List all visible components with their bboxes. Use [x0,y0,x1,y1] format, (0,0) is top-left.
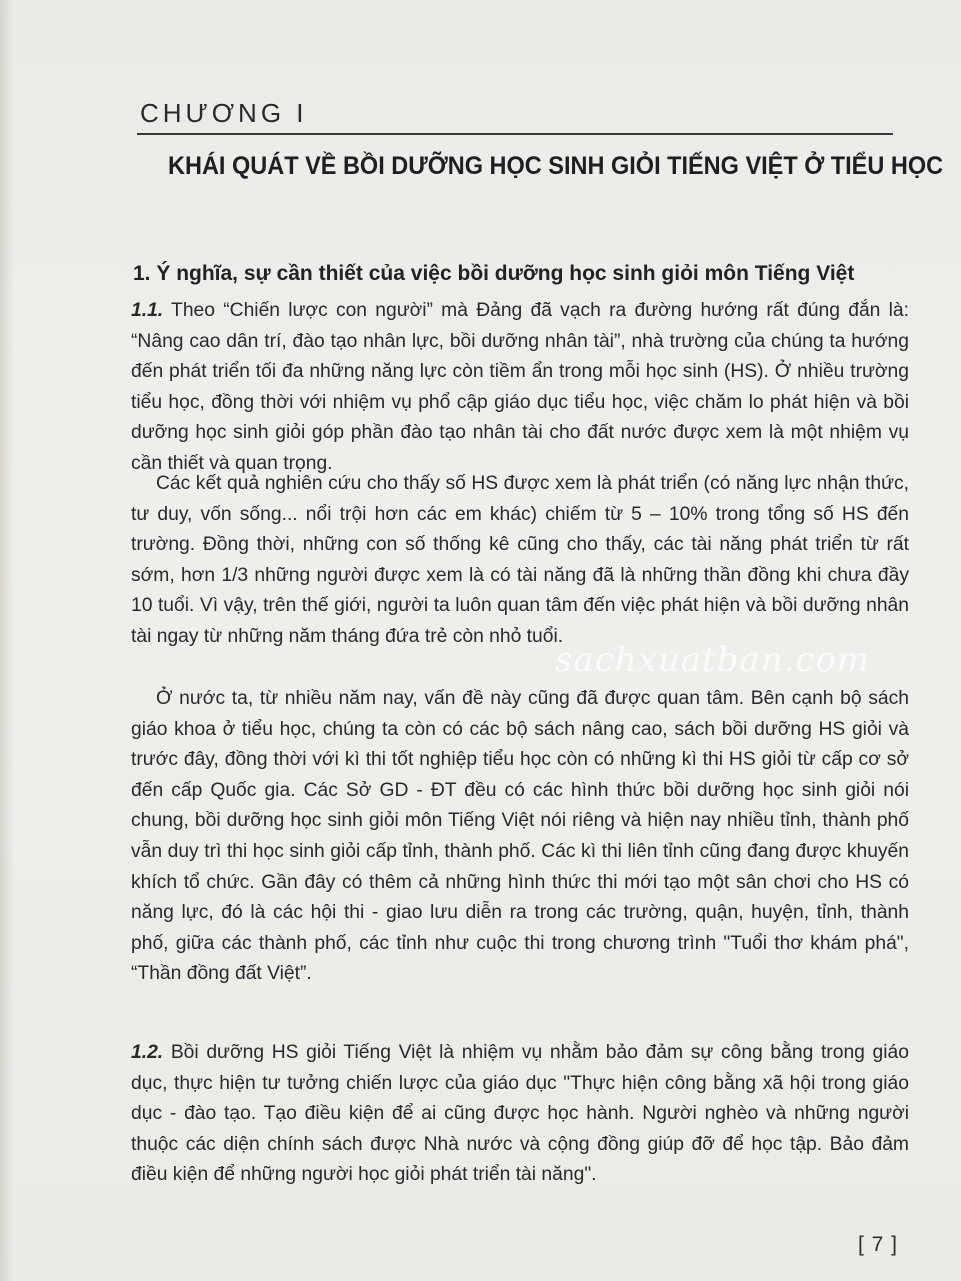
paragraph-1-2 [131,1038,909,1191]
watermark: sachxuatban.com [555,640,871,680]
paragraph-text: Theo “Chiến lược con người” mà Đảng đã vạch ra đường hướng rất đúng đắn là: “Nâng cao dân trí, đào tạo nhân lực, bồi dưỡng nhân tài”, nhà trường của chúng ta hướng đến phát triển tối đa những năng lực còn tiềm ẩn trong mỗi học sinh (HS). Ở nhiều trường tiểu học, đồng thời với nhiệm vụ phổ cập giáo dục tiểu học, việc chăm lo phát hiện và bồi dưỡng học sinh giỏi góp phần đào tạo nhân tài cho đất nước được xem là một nhiệm vụ cần thiết và quan trọng. [131,300,909,474]
section-heading: 1. Ý nghĩa, sự cần thiết của việc bồi dưỡng học sinh giỏi môn Tiếng Việt [133,262,855,285]
page-edge-shadow [0,0,14,1281]
paragraph-1-1 [131,296,909,480]
chapter-title: KHÁI QUÁT VỀ BỒI DƯỠNG HỌC SINH GIỎI TIẾNG VIỆT Ở TIỂU HỌC [168,152,944,180]
paragraph-text: Bồi dưỡng HS giỏi Tiếng Việt là nhiệm vụ nhằm bảo đảm sự công bằng trong giáo dục, thực hiện tư tưởng chiến lược của giáo dục "Thực hiện công bằng xã hội trong giáo dục - đào tạo. Tạo điều kiện để ai cũng được học hành. Người nghèo và những người thuộc các diện chính sách được Nhà nước và cộng đồng giúp đỡ để học tập. Bảo đảm điều kiện để những người học giỏi phát triển tài năng". [131,1042,909,1186]
chapter-divider [137,133,893,135]
paragraph-vietnam: Ở nước ta, từ nhiều năm nay, vấn đề này cũng đã được quan tâm. Bên cạnh bộ sách giáo khoa ở tiểu học, chúng ta còn có các bộ sách nâng cao, sách bồi dưỡng HS giỏi và trước đây, đồng thời với kì thi tốt nghiệp tiểu học còn có những kì thi HS giỏi từ cấp cơ sở đến cấp Quốc gia. Các Sở GD - ĐT đều có các hình thức bồi dưỡng học sinh giỏi nói chung, bồi dưỡng học sinh giỏi môn Tiếng Việt nói riêng và hiện nay nhiều tỉnh, thành phố vẫn duy trì thi học sinh giỏi cấp tỉnh, thành phố. Các kì thi liên tỉnh cũng đang được khuyến khích tổ chức. Gần đây có thêm cả những hình thức thi mới tạo một sân chơi cho HS có năng lực, đó là các hội thi - giao lưu diễn ra trong các trường, quận, huyện, tỉnh, thành phố, giữa các thành phố, các tỉnh như cuộc thi trong chương trình "Tuổi thơ khám phá", “Thần đồng đất Việt”. [131,688,909,985]
paragraph-label: 1.1. [131,300,164,321]
chapter-label: CHƯƠNG I [140,98,308,128]
page-number: [ 7 ] [858,1233,899,1256]
paragraph-research: Các kết quả nghiên cứu cho thấy số HS được xem là phát triển (có năng lực nhận thức, tư duy, vốn sống... nổi trội hơn các em khác) chiếm từ 5 – 10% trong tổng số HS đến trường. Đồng thời, những con số thống kê cũng cho thấy, các tài năng phát triển từ rất sớm, hơn 1/3 những người được xem là có tài năng đã là những thần đồng khi chưa đầy 10 tuổi. Vì vậy, trên thế giới, người ta luôn quan tâm đến việc phát hiện và bồi dưỡng nhân tài ngay từ những năm tháng đứa trẻ còn nhỏ tuổi. [131,473,909,647]
paragraph-label: 1.2. [131,1042,164,1063]
